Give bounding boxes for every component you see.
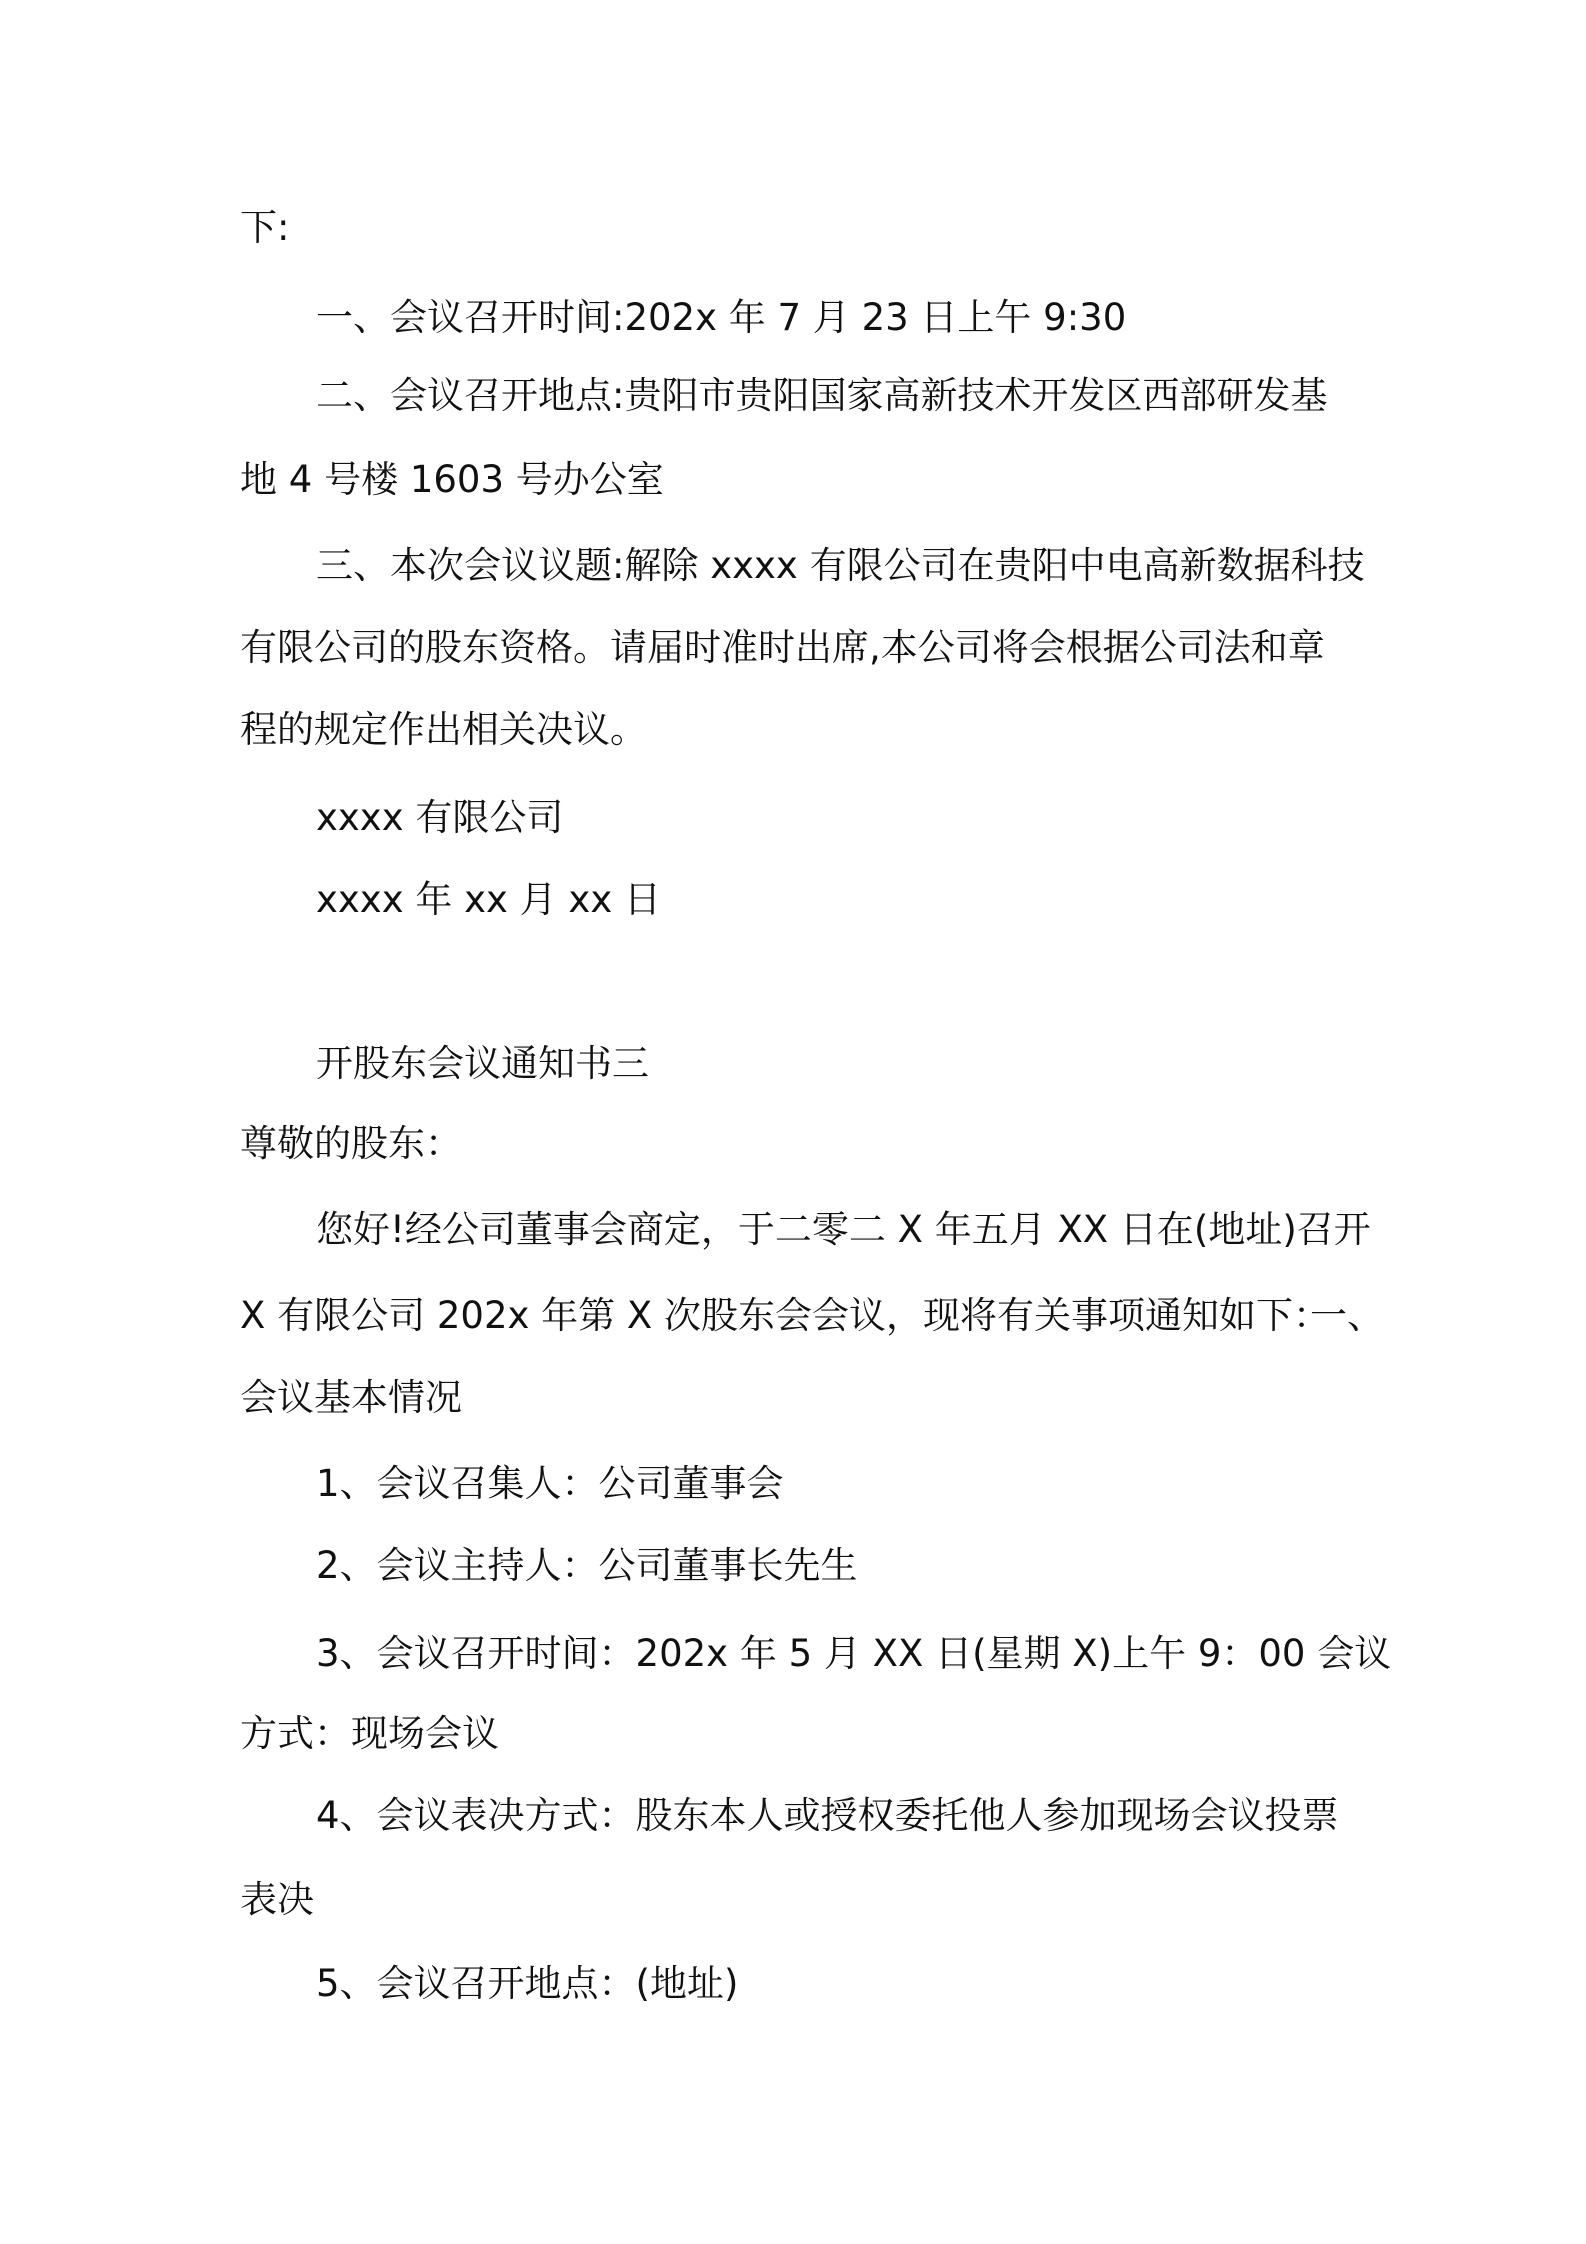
agenda-item-3-topic-line-3: 程的规定作出相关决议。 <box>240 708 647 751</box>
basic-item-2-host: 2、会议主持人：公司董事长先生 <box>316 1544 858 1587</box>
salutation: 尊敬的股东： <box>240 1122 462 1165</box>
basic-item-4-voting-line-1: 4、会议表决方式：股东本人或授权委托他人参加现场会议投票 <box>316 1794 1339 1837</box>
intro-line-1: 您好!经公司董事会商定，于二零二 X 年五月 XX 日在(地址)召开 <box>316 1208 1371 1251</box>
basic-item-3-time-line-1: 3、会议召开时间：202x 年 5 月 XX 日(星期 X)上午 9：00 会议 <box>316 1632 1392 1675</box>
agenda-item-2-location-line-2: 地 4 号楼 1603 号办公室 <box>240 458 664 501</box>
basic-item-5-location: 5、会议召开地点：(地址) <box>316 1962 739 2005</box>
notice-title: 开股东会议通知书三 <box>316 1042 649 1085</box>
agenda-item-2-location-line-1: 二、会议召开地点:贵阳市贵阳国家高新技术开发区西部研发基 <box>316 374 1328 417</box>
agenda-item-3-topic-line-1: 三、本次会议议题:解除 xxxx 有限公司在贵阳中电高新数据科技 <box>316 544 1365 587</box>
intro-line-3: 会议基本情况 <box>240 1376 462 1419</box>
agenda-item-3-topic-line-2: 有限公司的股东资格。请届时准时出席,本公司将会根据公司法和章 <box>240 626 1325 669</box>
signature-company: xxxx 有限公司 <box>316 796 564 839</box>
signature-date: xxxx 年 xx 月 xx 日 <box>316 878 661 921</box>
basic-item-1-convener: 1、会议召集人：公司董事会 <box>316 1462 784 1505</box>
text-line-xia: 下: <box>240 206 290 249</box>
agenda-item-1-time: 一、会议召开时间:202x 年 7 月 23 日上午 9:30 <box>316 296 1127 339</box>
basic-item-3-time-line-2: 方式：现场会议 <box>240 1712 499 1755</box>
intro-line-2: X 有限公司 202x 年第 X 次股东会会议，现将有关事项通知如下： <box>240 1294 1331 1337</box>
basic-item-4-voting-line-2: 表决 <box>240 1878 314 1921</box>
intro-line-2-section-marker: 一、 <box>1310 1294 1384 1337</box>
